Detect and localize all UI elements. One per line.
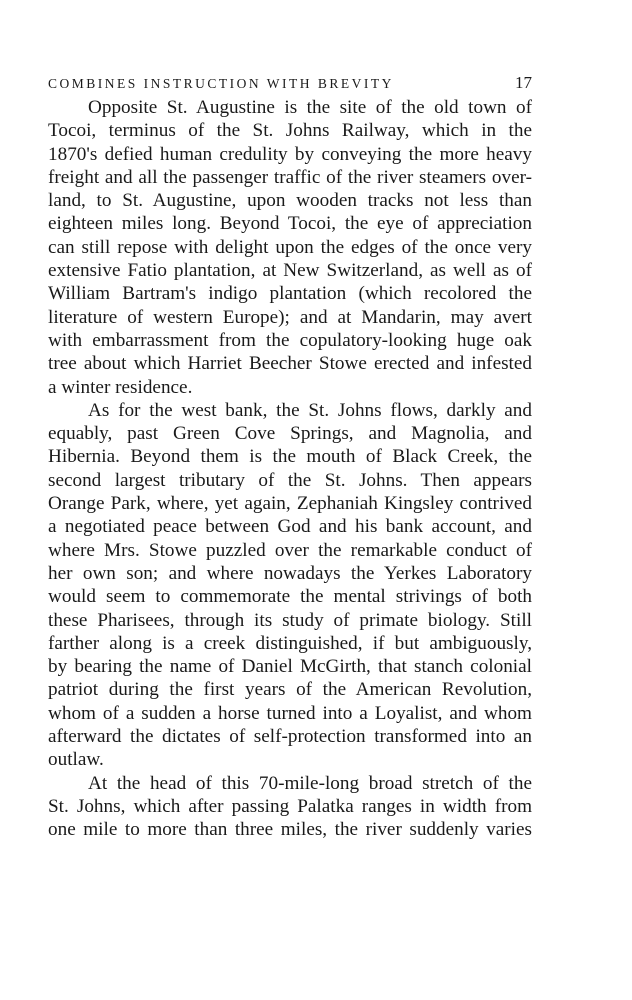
text-line: At the head of this 70-mile-long broad stretch of the	[88, 772, 532, 794]
text-line: extensive Fatio plantation, at New Switzerland, as well as of	[48, 260, 532, 282]
running-head	[48, 70, 532, 96]
text-line: these Pharisees, through its study of primate biology. Still	[48, 609, 532, 631]
text-line: 1870's defied human credulity by conveying the more heavy	[48, 143, 532, 165]
text-line: Tocoi, terminus of the St. Johns Railway, which in the	[48, 120, 532, 142]
text-line: whom of a sudden a horse turned into a Loyalist, and whom	[48, 702, 532, 724]
text-line: afterward the dictates of self-protection transformed into an	[48, 726, 532, 748]
text-line: farther along is a creek distinguished, if but ambiguously,	[48, 632, 532, 654]
text-line: one mile to more than three miles, the river suddenly varies	[48, 819, 532, 841]
text-line: land, to St. Augustine, upon wooden tracks not less than	[48, 190, 532, 212]
text-line: As for the west bank, the St. Johns flows, darkly and	[88, 399, 532, 421]
text-line: equably, past Green Cove Springs, and Magnolia, and	[48, 423, 532, 445]
paragraph	[48, 399, 532, 772]
page-number: 17	[515, 73, 532, 92]
text-line: patriot during the first years of the American Revolution,	[48, 679, 532, 701]
paragraph	[48, 96, 532, 399]
text-line: a negotiated peace between God and his bank account, and	[48, 516, 532, 538]
paragraph	[48, 772, 532, 842]
text-line: can still repose with delight upon the edges of the once very	[48, 236, 532, 258]
body-text	[48, 96, 532, 842]
text-line: second largest tributary of the St. Johns. Then appears	[48, 469, 532, 491]
text-line: by bearing the name of Daniel McGirth, that stanch colonial	[48, 656, 532, 678]
text-line: St. Johns, which after passing Palatka ranges in width from	[48, 795, 532, 817]
text-line: literature of western Europe); and at Mandarin, may avert	[48, 306, 532, 328]
text-line: eighteen miles long. Beyond Tocoi, the eye of appreciation	[48, 213, 532, 235]
text-line: where Mrs. Stowe puzzled over the remarkable conduct of	[48, 539, 532, 561]
text-line: outlaw.	[48, 749, 104, 771]
text-line: Orange Park, where, yet again, Zephaniah Kingsley contrived	[48, 493, 532, 515]
text-line: her own son; and where nowadays the Yerkes Laboratory	[48, 562, 532, 584]
running-head-title: COMBINES INSTRUCTION WITH BREVITY	[48, 76, 394, 91]
text-line: Hibernia. Beyond them is the mouth of Black Creek, the	[48, 446, 532, 468]
book-page	[48, 70, 532, 842]
text-line: Opposite St. Augustine is the site of the old town of	[88, 97, 532, 118]
text-line: William Bartram's indigo plantation (which recolored the	[48, 283, 532, 305]
text-line: a winter residence.	[48, 376, 193, 398]
text-line: freight and all the passenger traffic of the river steamers over-	[48, 166, 532, 188]
text-line: would seem to commemorate the mental strivings of both	[48, 586, 532, 608]
text-line: with embarrassment from the copulatory-looking huge oak	[48, 329, 532, 351]
text-line: tree about which Harriet Beecher Stowe erected and infested	[48, 353, 532, 375]
